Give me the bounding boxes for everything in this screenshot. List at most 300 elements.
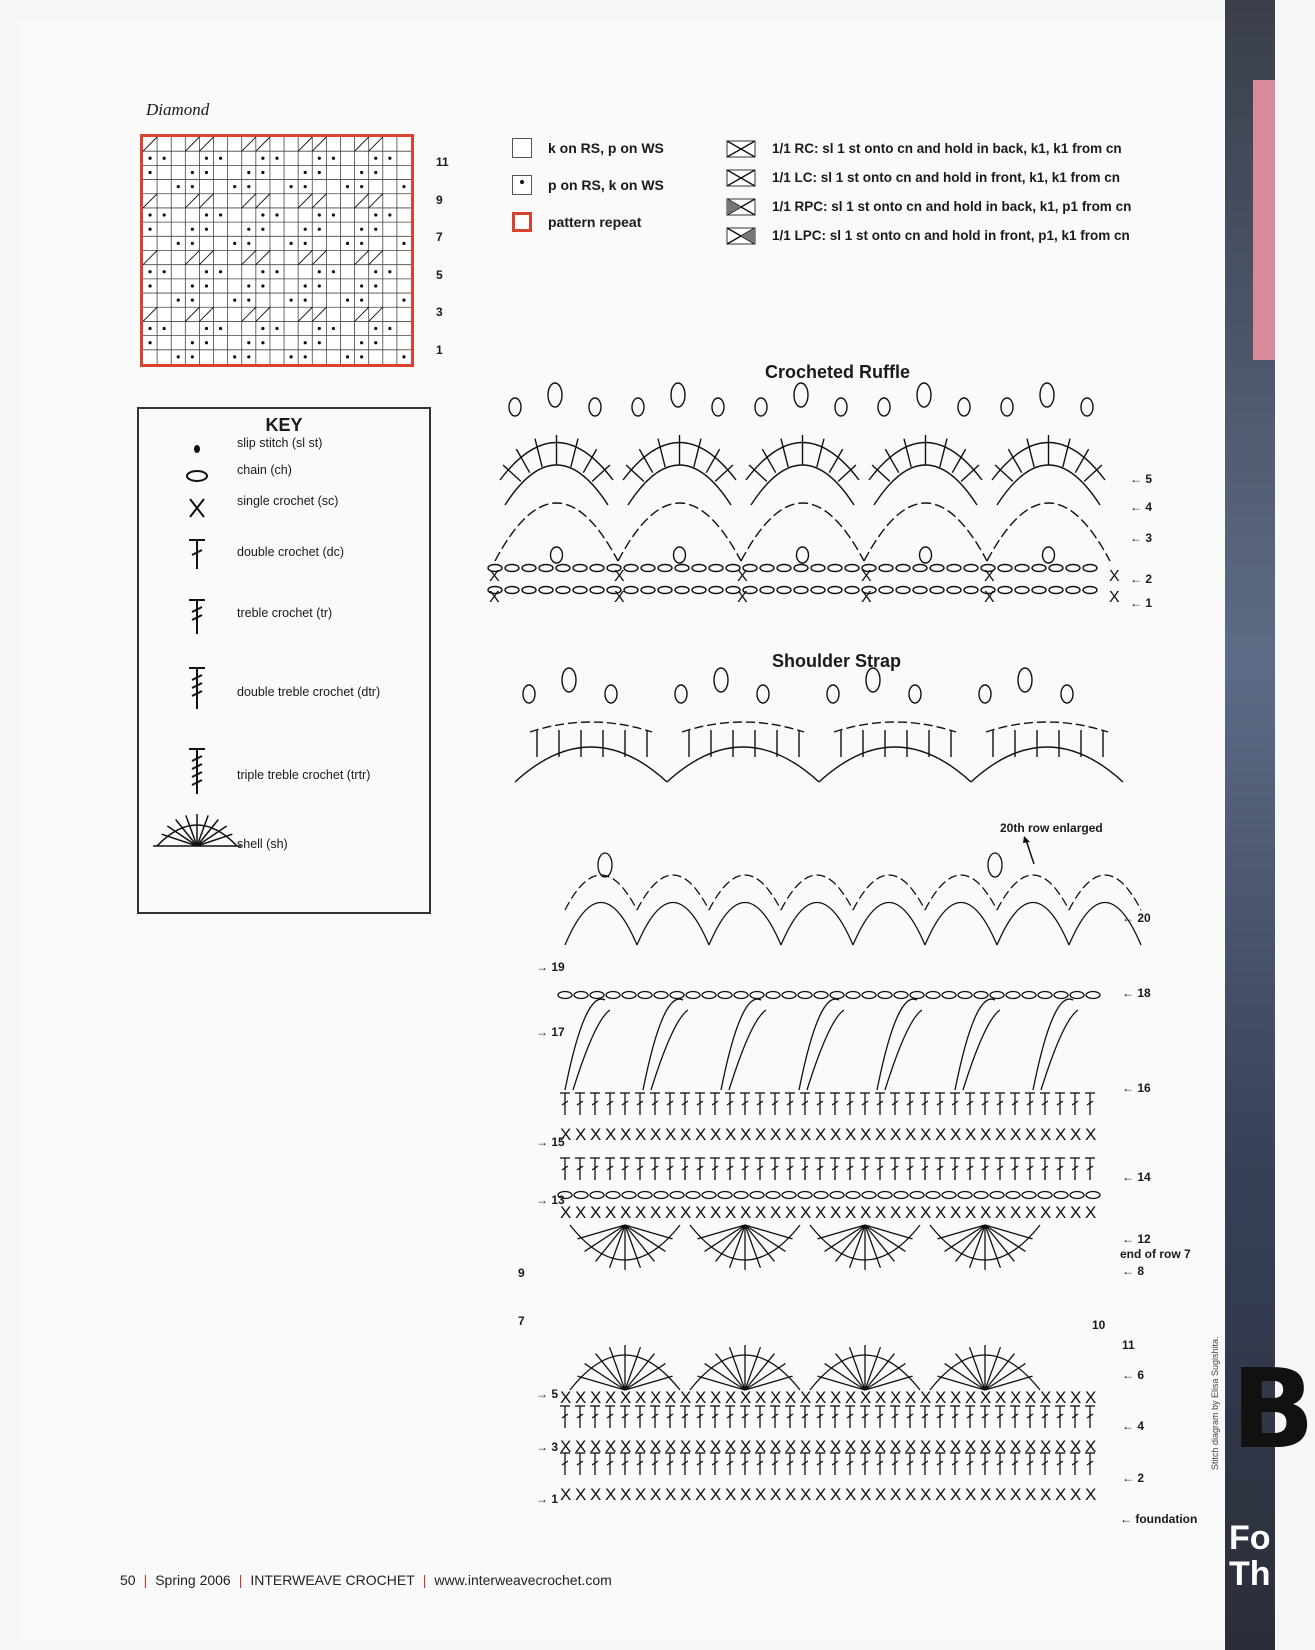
sc-mark: X bbox=[815, 1437, 827, 1456]
sc-mark: X bbox=[935, 1203, 947, 1222]
ruffle-row-5: ← 5 bbox=[1130, 472, 1153, 486]
purl-dot bbox=[205, 284, 208, 287]
cable-mark bbox=[312, 307, 326, 321]
purl-dot bbox=[148, 284, 151, 287]
sc-mark: X bbox=[845, 1388, 857, 1407]
purl-dot bbox=[177, 185, 180, 188]
svg-text:X: X bbox=[984, 589, 995, 606]
purl-dot bbox=[205, 171, 208, 174]
sc-mark: X bbox=[590, 1125, 602, 1144]
sc-mark: X bbox=[815, 1125, 827, 1144]
purl-dot bbox=[304, 284, 307, 287]
sc-mark: X bbox=[650, 1388, 662, 1407]
sc-mark: X bbox=[935, 1125, 947, 1144]
purl-dot bbox=[318, 341, 321, 344]
ruffle-diagram bbox=[485, 385, 1125, 620]
purl-dot bbox=[374, 327, 377, 330]
sc-mark: X bbox=[620, 1485, 632, 1504]
sc-mark: X bbox=[830, 1388, 842, 1407]
purl-dot bbox=[360, 185, 363, 188]
sc-mark: X bbox=[1010, 1437, 1022, 1456]
ruffle-title: Crocheted Ruffle bbox=[765, 362, 911, 382]
sc-mark: X bbox=[995, 1203, 1007, 1222]
sc-mark: X bbox=[755, 1388, 767, 1407]
sc-mark: X bbox=[965, 1388, 977, 1407]
sc-mark: X bbox=[695, 1203, 707, 1222]
key-label-3: double crochet (dc) bbox=[237, 545, 345, 559]
purl-dot bbox=[191, 299, 194, 302]
purl-dot bbox=[388, 270, 391, 273]
svg-text:X: X bbox=[737, 568, 748, 585]
sc-mark: X bbox=[620, 1125, 632, 1144]
sc-mark: X bbox=[995, 1125, 1007, 1144]
purl-dot bbox=[318, 213, 321, 216]
slip-stitch-icon bbox=[194, 445, 200, 453]
cable-mark bbox=[312, 137, 326, 151]
purl-dot bbox=[360, 242, 363, 245]
sc-mark: X bbox=[815, 1388, 827, 1407]
svg-text:X: X bbox=[1109, 568, 1120, 585]
chart-row-number: 11 bbox=[436, 155, 449, 169]
purl-dot bbox=[290, 185, 293, 188]
purl-dot bbox=[318, 284, 321, 287]
strap-row-13: → 13 bbox=[536, 1193, 565, 1207]
strap-row-19: → 19 bbox=[536, 960, 565, 974]
purl-dot bbox=[219, 157, 222, 160]
purl-dot bbox=[261, 327, 264, 330]
row-11-label: 11 bbox=[1122, 1338, 1135, 1352]
sc-mark: X bbox=[575, 1388, 587, 1407]
enlarged-note: 20th row enlarged bbox=[1000, 821, 1103, 835]
sc-mark: X bbox=[800, 1485, 812, 1504]
sc-mark: X bbox=[680, 1203, 692, 1222]
purl-dot bbox=[205, 270, 208, 273]
sc-mark: X bbox=[1010, 1388, 1022, 1407]
sc-mark: X bbox=[710, 1388, 722, 1407]
svg-text:X: X bbox=[1109, 589, 1120, 606]
purl-dot bbox=[191, 228, 194, 231]
purl-dot bbox=[360, 228, 363, 231]
sc-mark: X bbox=[860, 1203, 872, 1222]
dot-square-icon bbox=[512, 175, 532, 195]
sc-mark: X bbox=[785, 1203, 797, 1222]
purl-dot bbox=[304, 171, 307, 174]
purl-dot bbox=[261, 284, 264, 287]
purl-dot bbox=[332, 213, 335, 216]
cable-mark bbox=[143, 251, 157, 265]
purl-dot bbox=[275, 157, 278, 160]
sc-mark: X bbox=[1055, 1388, 1067, 1407]
sc-mark: X bbox=[725, 1388, 737, 1407]
purl-dot bbox=[247, 242, 250, 245]
purl-dot bbox=[219, 213, 222, 216]
purl-dot bbox=[360, 299, 363, 302]
cable-mark bbox=[355, 137, 369, 151]
cable-icon bbox=[726, 227, 756, 245]
side-big-letter: B bbox=[1231, 1345, 1315, 1473]
sc-mark: X bbox=[980, 1125, 992, 1144]
sc-mark: X bbox=[1085, 1203, 1097, 1222]
sc-mark: X bbox=[725, 1203, 737, 1222]
purl-dot bbox=[177, 299, 180, 302]
sc-mark: X bbox=[605, 1437, 617, 1456]
sc-mark: X bbox=[560, 1485, 572, 1504]
purl-dot bbox=[261, 213, 264, 216]
sc-mark: X bbox=[950, 1437, 962, 1456]
sc-mark: X bbox=[1040, 1388, 1052, 1407]
purl-dot bbox=[388, 213, 391, 216]
purl-dot bbox=[247, 228, 250, 231]
svg-text:X: X bbox=[489, 568, 500, 585]
treble-crochet-icon bbox=[189, 600, 205, 634]
red-square-icon bbox=[512, 212, 532, 232]
cable-mark bbox=[242, 194, 256, 208]
chart-row-number: 7 bbox=[436, 230, 443, 244]
sc-mark: X bbox=[770, 1125, 782, 1144]
cable-mark bbox=[185, 137, 199, 151]
sc-mark: X bbox=[830, 1203, 842, 1222]
sc-mark: X bbox=[620, 1203, 632, 1222]
sc-mark: X bbox=[1055, 1203, 1067, 1222]
sc-mark: X bbox=[875, 1388, 887, 1407]
strap-row-2: ← 2 bbox=[1122, 1471, 1145, 1485]
sc-mark: X bbox=[740, 1125, 752, 1144]
cable-mark bbox=[143, 307, 157, 321]
sc-mark: X bbox=[560, 1125, 572, 1144]
credit-line: Stitch diagram by Elisa Sugishita. bbox=[1210, 1336, 1220, 1470]
sc-mark: X bbox=[785, 1485, 797, 1504]
sc-mark: X bbox=[800, 1125, 812, 1144]
shell-icon bbox=[153, 814, 241, 846]
double-crochet-icon bbox=[189, 540, 205, 569]
knit-legend-label-1: p on RS, k on WS bbox=[548, 177, 664, 193]
end-of-row-7-note: end of row 7 bbox=[1120, 1247, 1191, 1261]
strap-row-7: 7 bbox=[518, 1314, 525, 1328]
sc-mark: X bbox=[1055, 1125, 1067, 1144]
sc-mark: X bbox=[785, 1125, 797, 1144]
strap-top-diagram bbox=[515, 672, 1155, 817]
purl-dot bbox=[247, 284, 250, 287]
purl-dot bbox=[275, 327, 278, 330]
sc-mark: X bbox=[950, 1388, 962, 1407]
purl-dot bbox=[148, 327, 151, 330]
sc-mark: X bbox=[1055, 1485, 1067, 1504]
foundation-label: ← foundation bbox=[1120, 1512, 1198, 1526]
purl-dot bbox=[191, 355, 194, 358]
sc-mark: X bbox=[965, 1203, 977, 1222]
sc-mark: X bbox=[1085, 1125, 1097, 1144]
sc-mark: X bbox=[965, 1437, 977, 1456]
sc-mark: X bbox=[575, 1485, 587, 1504]
purl-dot bbox=[374, 157, 377, 160]
sc-mark: X bbox=[995, 1437, 1007, 1456]
sc-mark: X bbox=[665, 1203, 677, 1222]
cable-mark bbox=[199, 194, 213, 208]
sc-mark: X bbox=[1025, 1485, 1037, 1504]
pink-bar bbox=[1253, 80, 1275, 360]
sc-mark: X bbox=[980, 1437, 992, 1456]
strap-enlarged-diagram bbox=[535, 850, 1175, 1520]
cable-mark bbox=[369, 194, 383, 208]
sc-mark: X bbox=[1070, 1388, 1082, 1407]
purl-dot bbox=[318, 327, 321, 330]
sc-mark: X bbox=[710, 1203, 722, 1222]
purl-dot bbox=[163, 213, 166, 216]
svg-text:X: X bbox=[489, 589, 500, 606]
sc-mark: X bbox=[695, 1437, 707, 1456]
sc-mark: X bbox=[560, 1437, 572, 1456]
purl-dot bbox=[219, 327, 222, 330]
sc-mark: X bbox=[890, 1125, 902, 1144]
key-label-2: single crochet (sc) bbox=[237, 494, 339, 508]
cable-icon bbox=[726, 198, 756, 216]
purl-dot bbox=[304, 299, 307, 302]
sc-mark: X bbox=[1055, 1437, 1067, 1456]
sc-mark: X bbox=[680, 1388, 692, 1407]
sc-mark: X bbox=[590, 1437, 602, 1456]
purl-dot bbox=[388, 327, 391, 330]
purl-dot bbox=[318, 171, 321, 174]
sc-mark: X bbox=[935, 1388, 947, 1407]
sc-mark: X bbox=[1085, 1388, 1097, 1407]
cable-mark bbox=[298, 251, 312, 265]
sc-mark: X bbox=[650, 1203, 662, 1222]
purl-dot bbox=[360, 171, 363, 174]
sc-mark: X bbox=[995, 1388, 1007, 1407]
sc-mark: X bbox=[575, 1125, 587, 1144]
sc-mark: X bbox=[845, 1203, 857, 1222]
sc-mark: X bbox=[800, 1203, 812, 1222]
purl-dot bbox=[247, 355, 250, 358]
knit-legend-label-2: pattern repeat bbox=[548, 214, 642, 230]
sc-mark: X bbox=[785, 1437, 797, 1456]
sc-mark: X bbox=[815, 1485, 827, 1504]
purl-dot bbox=[374, 213, 377, 216]
sc-mark: X bbox=[890, 1485, 902, 1504]
cable-mark bbox=[185, 307, 199, 321]
blank-square-icon bbox=[512, 138, 532, 158]
cable-legend-label-3: 1/1 LPC: sl 1 st onto cn and hold in front, p1, k1 from cn bbox=[772, 228, 1130, 243]
strap-row-5: → 5 bbox=[536, 1387, 559, 1401]
purl-dot bbox=[346, 299, 349, 302]
sc-mark: X bbox=[635, 1437, 647, 1456]
purl-dot bbox=[304, 341, 307, 344]
cable-mark bbox=[369, 137, 383, 151]
cable-mark bbox=[298, 194, 312, 208]
purl-dot bbox=[191, 242, 194, 245]
triple-treble-crochet-icon bbox=[189, 749, 205, 794]
cable-mark bbox=[242, 307, 256, 321]
purl-dot bbox=[304, 185, 307, 188]
purl-dot bbox=[374, 171, 377, 174]
sc-mark: X bbox=[1025, 1125, 1037, 1144]
sc-mark: X bbox=[635, 1388, 647, 1407]
sc-mark: X bbox=[860, 1125, 872, 1144]
svg-text:X: X bbox=[861, 589, 872, 606]
purl-dot bbox=[233, 299, 236, 302]
purl-dot bbox=[304, 228, 307, 231]
sc-mark: X bbox=[590, 1388, 602, 1407]
sc-mark: X bbox=[875, 1203, 887, 1222]
purl-dot bbox=[148, 213, 151, 216]
purl-dot bbox=[148, 341, 151, 344]
cable-mark bbox=[242, 137, 256, 151]
purl-dot bbox=[205, 327, 208, 330]
sc-mark: X bbox=[605, 1203, 617, 1222]
sc-mark: X bbox=[890, 1388, 902, 1407]
sc-mark: X bbox=[590, 1203, 602, 1222]
purl-dot bbox=[318, 270, 321, 273]
sc-mark: X bbox=[755, 1437, 767, 1456]
cable-mark bbox=[185, 251, 199, 265]
page-footer: 50 | Spring 2006 | INTERWEAVE CROCHET | www.interweavecrochet.com bbox=[120, 1572, 612, 1588]
sc-mark: X bbox=[650, 1125, 662, 1144]
issue: Spring 2006 bbox=[155, 1572, 231, 1588]
sc-mark: X bbox=[1040, 1203, 1052, 1222]
strap-row-20: ← 20 bbox=[1122, 911, 1151, 925]
purl-dot bbox=[290, 299, 293, 302]
single-crochet-icon bbox=[190, 499, 204, 517]
side-text: Fo Th bbox=[1229, 1519, 1271, 1593]
sc-mark: X bbox=[830, 1485, 842, 1504]
cable-mark bbox=[242, 251, 256, 265]
sc-mark: X bbox=[1025, 1388, 1037, 1407]
sc-mark: X bbox=[575, 1203, 587, 1222]
cable-mark bbox=[355, 307, 369, 321]
purl-dot bbox=[374, 228, 377, 231]
strap-row-1: → 1 bbox=[536, 1492, 559, 1506]
sc-mark: X bbox=[680, 1437, 692, 1456]
purl-dot bbox=[233, 185, 236, 188]
purl-dot bbox=[247, 299, 250, 302]
ruffle-row-3: ← 3 bbox=[1130, 531, 1153, 545]
cable-mark bbox=[256, 137, 270, 151]
purl-dot bbox=[402, 355, 405, 358]
sc-mark: X bbox=[860, 1388, 872, 1407]
purl-dot bbox=[360, 341, 363, 344]
website-link[interactable]: www.interweavecrochet.com bbox=[434, 1572, 612, 1588]
purl-dot bbox=[148, 171, 151, 174]
key-label-0: slip stitch (sl st) bbox=[237, 436, 323, 450]
purl-dot bbox=[233, 242, 236, 245]
svg-text:X: X bbox=[614, 589, 625, 606]
sc-mark: X bbox=[1025, 1437, 1037, 1456]
purl-dot bbox=[233, 355, 236, 358]
sc-mark: X bbox=[800, 1437, 812, 1456]
svg-text:X: X bbox=[614, 568, 625, 585]
sc-mark: X bbox=[845, 1485, 857, 1504]
purl-dot bbox=[247, 171, 250, 174]
row-10-label: 10 bbox=[1092, 1318, 1106, 1332]
purl-dot bbox=[318, 157, 321, 160]
sc-mark: X bbox=[725, 1485, 737, 1504]
crochet-key bbox=[137, 407, 431, 914]
purl-dot bbox=[163, 327, 166, 330]
cable-mark bbox=[256, 251, 270, 265]
purl-dot bbox=[402, 299, 405, 302]
adjacent-page-strip bbox=[1225, 0, 1315, 1650]
sc-mark: X bbox=[830, 1437, 842, 1456]
purl-dot bbox=[374, 341, 377, 344]
sc-mark: X bbox=[665, 1125, 677, 1144]
sc-mark: X bbox=[845, 1437, 857, 1456]
sc-mark: X bbox=[875, 1125, 887, 1144]
sc-mark: X bbox=[905, 1485, 917, 1504]
sc-mark: X bbox=[770, 1203, 782, 1222]
purl-dot bbox=[247, 341, 250, 344]
sc-mark: X bbox=[920, 1388, 932, 1407]
purl-dot bbox=[261, 157, 264, 160]
strap-row-6: ← 6 bbox=[1122, 1368, 1145, 1382]
key-label-7: shell (sh) bbox=[237, 837, 288, 851]
sc-mark: X bbox=[605, 1125, 617, 1144]
purl-dot bbox=[346, 242, 349, 245]
cable-legend-label-1: 1/1 LC: sl 1 st onto cn and hold in front, k1, k1 from cn bbox=[772, 170, 1121, 185]
purl-dot bbox=[332, 270, 335, 273]
purl-dot bbox=[205, 341, 208, 344]
cable-legend-label-2: 1/1 RPC: sl 1 st onto cn and hold in back, k1, p1 from cn bbox=[772, 199, 1132, 214]
sc-mark: X bbox=[1070, 1125, 1082, 1144]
sc-mark: X bbox=[605, 1388, 617, 1407]
sc-mark: X bbox=[650, 1437, 662, 1456]
sc-mark: X bbox=[980, 1203, 992, 1222]
svg-text:X: X bbox=[861, 568, 872, 585]
sc-mark: X bbox=[740, 1485, 752, 1504]
sc-mark: X bbox=[875, 1437, 887, 1456]
purl-dot bbox=[290, 355, 293, 358]
sc-mark: X bbox=[710, 1125, 722, 1144]
sc-mark: X bbox=[845, 1125, 857, 1144]
cable-mark bbox=[355, 251, 369, 265]
strap-row-14: ← 14 bbox=[1122, 1170, 1151, 1184]
sc-mark: X bbox=[920, 1437, 932, 1456]
sc-mark: X bbox=[695, 1485, 707, 1504]
magazine-name: INTERWEAVE CROCHET bbox=[250, 1572, 415, 1588]
purl-dot bbox=[304, 242, 307, 245]
purl-dot bbox=[163, 270, 166, 273]
cable-mark bbox=[369, 251, 383, 265]
purl-dot bbox=[191, 341, 194, 344]
cable-mark bbox=[199, 137, 213, 151]
purl-dot bbox=[247, 185, 250, 188]
key-label-6: triple treble crochet (trtr) bbox=[237, 768, 371, 782]
purl-dot bbox=[346, 355, 349, 358]
purl-dot bbox=[191, 284, 194, 287]
purl-dot bbox=[346, 185, 349, 188]
sc-mark: X bbox=[680, 1485, 692, 1504]
purl-dot bbox=[304, 355, 307, 358]
key-title: KEY bbox=[265, 415, 303, 435]
double-treble-crochet-icon bbox=[189, 668, 205, 709]
purl-dot bbox=[177, 242, 180, 245]
strap-row-8: ← 8 bbox=[1122, 1264, 1145, 1278]
svg-text:X: X bbox=[984, 568, 995, 585]
sc-mark: X bbox=[1040, 1125, 1052, 1144]
cable-mark bbox=[369, 307, 383, 321]
chain-icon bbox=[187, 471, 207, 481]
purl-dot bbox=[219, 270, 222, 273]
key-label-1: chain (ch) bbox=[237, 463, 292, 477]
sc-mark: X bbox=[1025, 1203, 1037, 1222]
purl-dot bbox=[191, 171, 194, 174]
sc-mark: X bbox=[980, 1388, 992, 1407]
purl-dot bbox=[261, 341, 264, 344]
sc-mark: X bbox=[905, 1388, 917, 1407]
cable-mark bbox=[312, 251, 326, 265]
purl-dot bbox=[402, 185, 405, 188]
cable-icon bbox=[726, 169, 756, 187]
sc-mark: X bbox=[905, 1203, 917, 1222]
